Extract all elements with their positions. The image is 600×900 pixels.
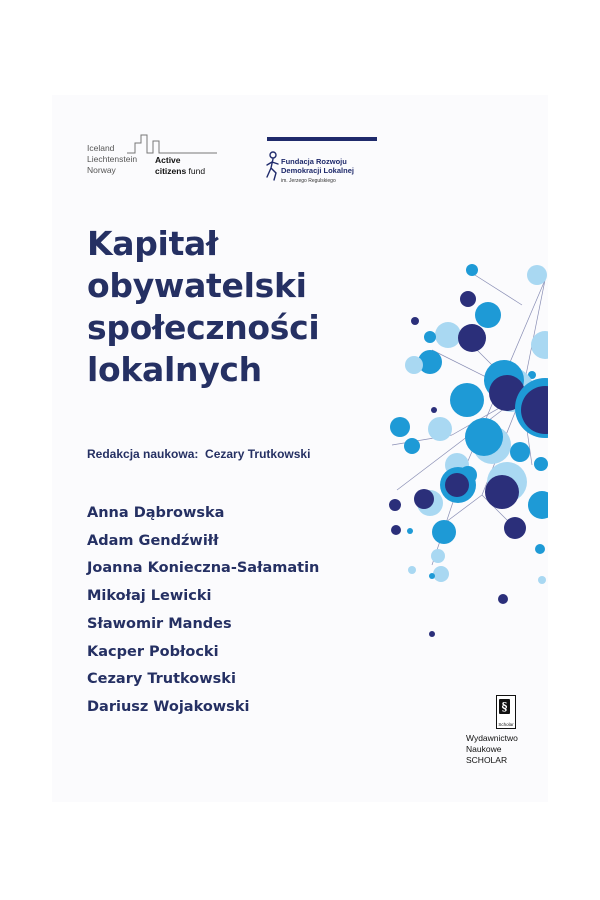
frdl-line1: Fundacja Rozwoju: [281, 157, 347, 166]
bubble: [460, 291, 476, 307]
bubble: [465, 418, 503, 456]
frdl-top-bar: [267, 137, 377, 141]
title-line: Kapitał: [87, 224, 218, 263]
bubble: [485, 475, 519, 509]
bubble: [407, 528, 413, 534]
title-line: lokalnych: [87, 350, 262, 389]
scholar-emblem-icon: §: [499, 699, 510, 714]
bubble: [466, 264, 478, 276]
publisher-line3: SCHOLAR: [466, 755, 508, 765]
bubble: [498, 594, 508, 604]
bubble: [429, 631, 435, 637]
publisher-line1: Wydawnictwo: [466, 733, 518, 743]
bubble: [405, 356, 423, 374]
acf-name: [155, 155, 205, 177]
author-name: Anna Dąbrowska: [87, 505, 225, 521]
title-line: społeczności: [87, 308, 320, 347]
bubble: [510, 442, 530, 462]
bubble: [424, 331, 436, 343]
walking-figure-icon: [265, 151, 281, 181]
frdl-logo: [259, 137, 399, 197]
bubble: [528, 491, 548, 519]
acf-name-line1: Active: [155, 155, 181, 165]
authors-list: [87, 500, 319, 722]
editor-name: Cezary Trutkowski: [205, 447, 311, 461]
bubble: [538, 576, 546, 584]
bubble: [429, 573, 435, 579]
bubble: [389, 499, 401, 511]
author-name: Kacper Pobłocki: [87, 643, 219, 660]
bubble: [435, 322, 461, 348]
frdl-line3: im. Jerzego Regulskiego: [281, 178, 336, 184]
bubble: [458, 324, 486, 352]
publisher-line2: Naukowe: [466, 744, 502, 754]
network-bubbles-illustration: [332, 235, 548, 655]
skyline-icon: [127, 131, 217, 155]
bubble: [445, 473, 469, 497]
bubble: [431, 549, 445, 563]
acf-country: Iceland: [87, 143, 115, 153]
bubble: [535, 544, 545, 554]
bubble: [433, 566, 449, 582]
bubble: [391, 525, 401, 535]
title-line: obywatelski: [87, 266, 307, 305]
bubble: [428, 417, 452, 441]
bubble: [411, 317, 419, 325]
bubbles: [389, 264, 548, 637]
scholar-logo-text: Scholar: [498, 722, 514, 727]
bubble: [414, 489, 434, 509]
bubble: [432, 520, 456, 544]
bubble: [431, 407, 437, 413]
acf-country: Norway: [87, 165, 116, 175]
bubble: [534, 457, 548, 471]
author-name: Adam Gendźwiłł: [87, 532, 219, 549]
active-citizens-fund-logo: [87, 131, 217, 183]
bubble: [527, 265, 547, 285]
bubble: [475, 302, 501, 328]
bubble: [404, 438, 420, 454]
scholar-logo: [496, 695, 516, 729]
acf-countries: [87, 143, 137, 176]
bubble: [408, 566, 416, 574]
book-cover: [52, 95, 548, 802]
bubble: [390, 417, 410, 437]
acf-name-line2: [155, 166, 205, 177]
publisher-name: [462, 733, 542, 766]
editor-credit: [87, 447, 310, 461]
frdl-text: [281, 157, 354, 186]
author-name: Mikołaj Lewicki: [87, 588, 212, 605]
editor-label: Redakcja naukowa:: [87, 447, 199, 461]
acf-name-bold: citizens: [155, 166, 187, 176]
acf-country: Liechtenstein: [87, 154, 138, 164]
book-title: [87, 223, 319, 391]
author-name: Dariusz Wojakowski: [87, 698, 250, 715]
bubble: [504, 517, 526, 539]
bubble: [531, 331, 548, 359]
acf-name-rest: fund: [186, 166, 206, 176]
author-name: Joanna Konieczna-Sałamatin: [87, 560, 320, 577]
bubble: [450, 383, 484, 417]
publisher-block: [462, 695, 542, 766]
frdl-line2: Demokracji Lokalnej: [281, 166, 354, 175]
author-name: Sławomir Mandes: [87, 615, 232, 632]
author-name: Cezary Trutkowski: [87, 671, 236, 688]
